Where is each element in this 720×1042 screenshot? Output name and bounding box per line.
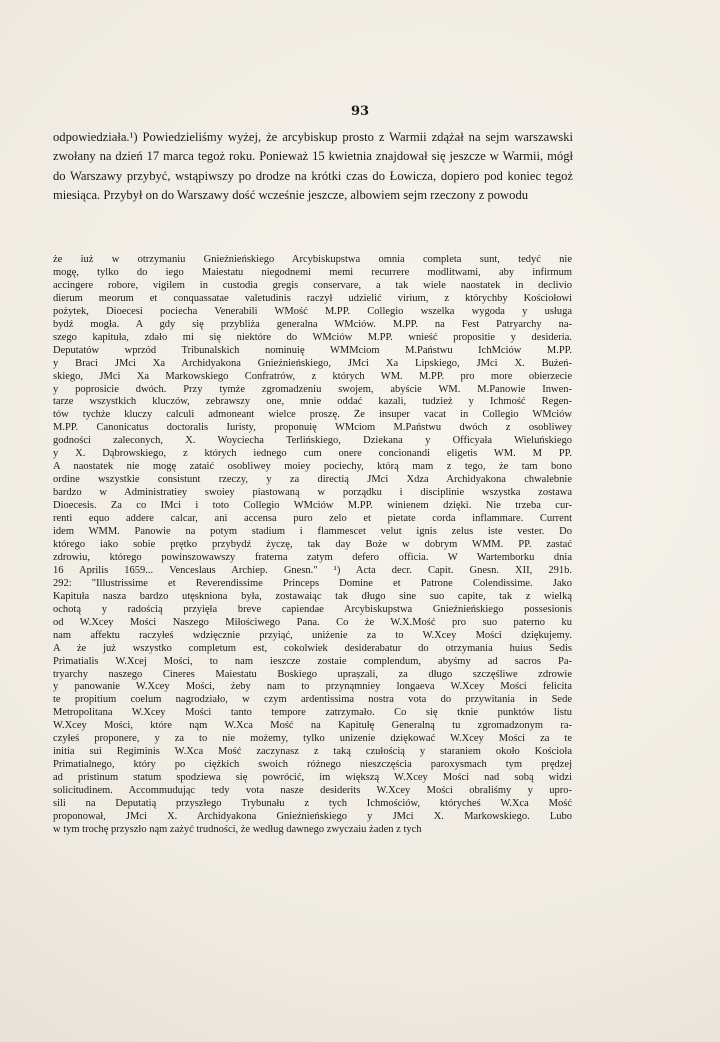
- footnote-line: 16 Aprilis 1659... Venceslaus Archiep. Gnesn." ¹) Acta decr. Capit. Gnesn. XII, 291b.: [53, 564, 572, 576]
- footnote-line: Primatialis W.Xcej Mości, to nam ieszcze zostaie complendum, abyśmy ad sacros Pa-: [53, 655, 572, 667]
- footnote-block: [53, 254, 572, 837]
- footnote-line: Primatialnego, który po ciężkich swoich różnego nieszczęścia paroxysmach tym prędzej: [53, 759, 572, 771]
- footnote-line: szego kapituła, zdało mi się niektóre do WMciów M.PP. wnieść propositie y desideria.: [53, 331, 572, 343]
- footnote-line: dierum meorum et conquassatae valetudinis raczył udzielić virium, z którychby Kościołowi: [53, 292, 572, 304]
- footnote-line: ochotą y radością przyięła breve capiendae Arcybiskupstwa Gnieźnieńskiego possesionis: [53, 603, 572, 615]
- footnote-paragraph: [53, 254, 572, 837]
- footnote-line: że iuż w otrzymaniu Gnieźnieńskiego Arcybiskupstwa omnia completa sunt, tedyć nie: [53, 254, 572, 265]
- main-paragraph: odpowiedziała.¹) Powiedzieliśmy wyżej, że arcybiskup prosto z Warmii zdążał na sejm warszawski zwołany na dzień 17 marca tegoż roku. Ponieważ 15 kwietnia znajdował się jeszcze w Warmii, mógł do Warszawy przybyć, wstąpiwszy po drodze na krótki czas do Łowicza, dopiero pod koniec tegoż miesiąca. Przybył on do Warszawy dość wcześnie jeszcze, albowiem sejm rzeczony z powodu: [53, 130, 573, 202]
- footnote-line: accingere robore, vigilem in custodia gregis conservare, a tak wiele naostatek in declivio: [53, 279, 572, 291]
- footnote-line: tarze wszystkich kluczów, zebrawszy one, mnie oddać kazali, tudzież y Ichmość Regen-: [53, 396, 572, 408]
- footnote-line: Deputatów wprzód Tribunalskich nominuię WMMciom M.Państwu IchMciów M.PP.: [53, 344, 572, 356]
- footnote-line: renti equo addere calcar, ani accensa puro zelo et pietate corda inflammare. Current: [53, 513, 572, 525]
- footnote-line: ordine wszystkie consistunt rzeczy, y za directią JMci Xdza Archidyakona chwalebnie: [53, 474, 572, 486]
- footnote-line: czyłeś proponere, y za to nie możemy, tylko unizenie dziękować W.Xcey Mości za te: [53, 733, 572, 745]
- footnote-line: zdrowiu, którego powinszowawszy fraterna zatym defero officia. W Wartemborku dnia: [53, 551, 572, 563]
- footnote-line: y X. Dąbrowskiego, z których iednego cum onere concionandi eligetis WM. M PP.: [53, 448, 572, 460]
- footnote-line: M.PP. Canonicatus doctoralis Iuristy, proponuię WMciom M.Państwu dwóch z osobliwey: [53, 422, 572, 434]
- footnote-line: tryarchy naszego Cineres Maiestatu Boskiego uprașzali, za długo szczęśliwe zdrowie: [53, 668, 572, 680]
- page-number: 93: [350, 104, 370, 119]
- footnote-line: ad pristinum statum spodziewa się powrócić, im większą W.Xcey Mości nad sobą widzi: [53, 772, 572, 784]
- main-text: [53, 128, 573, 205]
- footnote-line: proponował, JMci X. Archidyakona Gnieźnieńskiego y JMci X. Markowskiego. Lubo: [53, 810, 572, 822]
- footnote-line: sili na Deputatią przyszłego Trybunału z tych Ichmościów, którycheś W.Xca Mość: [53, 798, 572, 810]
- footnote-line: idem WMM. Panowie na potym stadium i flammescet velut ignis zelus iste vester. Do: [53, 526, 572, 538]
- footnote-line: od W.Xcey Mości Naszego Miłościwego Pana. Co że W.X.Mość pro suo paterno ku: [53, 616, 572, 628]
- footnote-line: y panowanie W.Xcey Mości, żeby nam to przynąmniey longaeva W.Xcey Mości felicita: [53, 681, 572, 693]
- footnote-line: bardzo w Administratiey swoiey piastowaną w porządku i disciplinie wszystka zostawa: [53, 487, 572, 499]
- footnote-line: godności zaleconych, X. Woyciecha Terlińskiego, Dziekana y Officyała Wieluńskiego: [53, 435, 572, 447]
- footnote-line: którego iako sobie prętko przybydź życzę, tak day Boże w dobrym WMM. PP. zastać: [53, 538, 572, 550]
- footnote-line: Metropolitana W.Xcey Mości tanto tempore zatrzymało. Co się tknie punktów listu: [53, 707, 572, 719]
- footnote-line: skiego, JMci Xa Markowskiego Confratrów, z których WM. M.PP. pro more obierzecie: [53, 370, 572, 382]
- footnote-line: y poprosicie dwóch. Przy tymże zgromadzeniu swojem, abyście WM. M.Panowie Inwen-: [53, 383, 572, 395]
- footnote-line: y Braci JMci Xa Archidyakona Gnieźnieńskiego, JMci Xa Lipskiego, JMci X. Bużeń-: [53, 357, 572, 369]
- footnote-line: mogę, tylko do iego Maiestatu niegodnemi memi recurrere modlitwami, aby infirmum: [53, 266, 572, 278]
- footnote-line: initia sui Regiminis W.Xca Mość zaczynasz z taką czułością y staraniem około Kościoła: [53, 746, 572, 758]
- footnote-line: A naostatek nie mogę zataić osobliwey moiey pociechy, którą mam z tego, że tam bono: [53, 461, 572, 473]
- footnote-line: pożytek, Dioecesi pociecha Venerabili WMość M.PP. Collegio wszelka wygoda y usługa: [53, 305, 572, 317]
- footnote-line: solicitudinem. Accommudując tedy vota nasze desiderits W.Xcey Mości obraliśmy y upro-: [53, 785, 572, 797]
- footnote-line: bydź mogła. A gdy się przybliża generalna WMciów. M.PP. na Fest Patryarchy na-: [53, 318, 572, 330]
- footnote-line: Dioecesis. Za co IMci i toto Collegio WMciów M.PP. winienem dzięki. Nie trzeba cur-: [53, 500, 572, 512]
- footnote-line: A że już wszystko completum est, cokolwiek desiderabatur do otrzymania huius Sedis: [53, 642, 572, 654]
- footnote-line: te propitium coelum nagrodziało, w czym ardentissima nostra vota do przywitania in Sede: [53, 694, 572, 706]
- footnote-line: Kapituła nasza bardzo utęskniona była, zostawaiąc tak długo sine suo capite, tak z wielką: [53, 590, 572, 602]
- footnote-line: w tym trochę przyszło nąm zażyć trudności, że według dawnego zwyczaiu żaden z tych: [53, 823, 422, 835]
- footnote-line: tów tychże kluczy calculi admoneant wielce proszę. Że insuper vacat in Collegio WMciów: [53, 409, 572, 421]
- footnote-line: nam affektu raczyłeś wdzięcznie przyiąć, uniżenie za to W.Xcey Mości dziękujemy.: [53, 629, 572, 641]
- footnote-line: 292: "Illustrissime et Reverendissime Princeps Domine et Patrone Colendissime. Jako: [53, 577, 572, 589]
- footnote-line: W.Xcey Mości, które nąm W.Xca Mość na Kapitułę Generalną tu zgromadzonym ra-: [53, 720, 572, 732]
